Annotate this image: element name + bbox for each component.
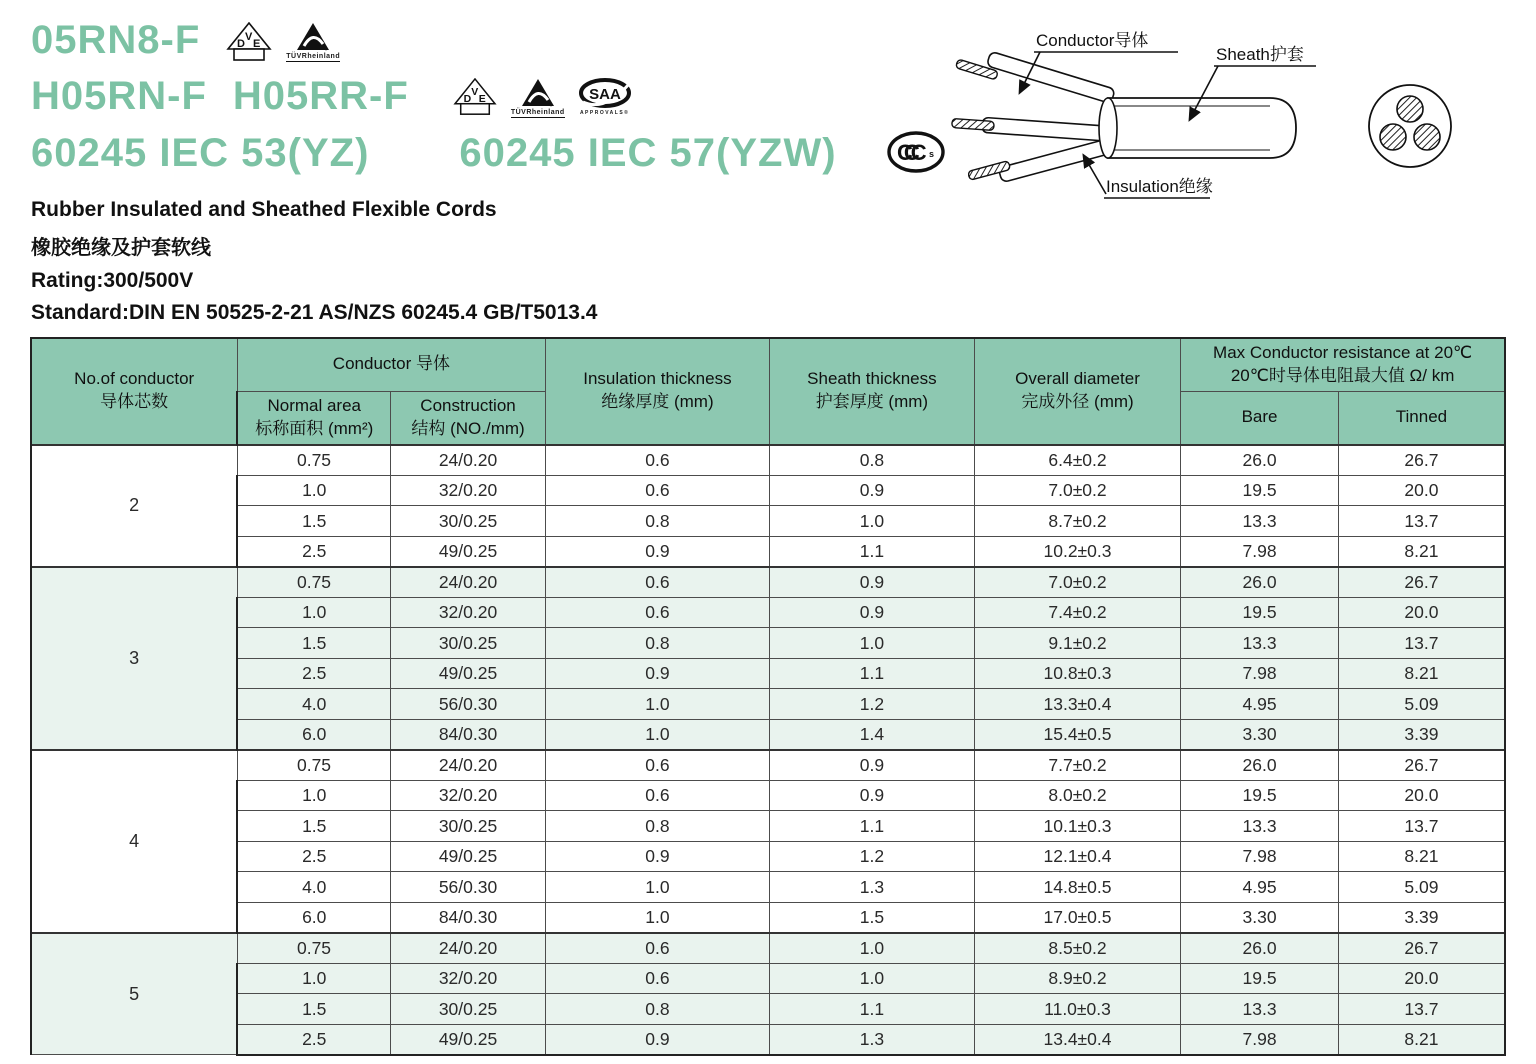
table-cell: 2.5 xyxy=(237,536,390,567)
table-row xyxy=(31,933,1505,964)
table-cell: 13.3±0.4 xyxy=(974,689,1180,720)
table-cell: 20.0 xyxy=(1338,963,1505,994)
table-cell: 13.3 xyxy=(1181,994,1339,1025)
table-cell: 1.1 xyxy=(769,658,974,689)
table-row xyxy=(31,719,1505,750)
table-row xyxy=(31,658,1505,689)
table-cell: 3.39 xyxy=(1338,902,1505,933)
table-cell: 7.7±0.2 xyxy=(974,750,1180,781)
table-cell: 13.3 xyxy=(1181,506,1339,537)
table-cell: 7.0±0.2 xyxy=(974,567,1180,598)
header-normal-area: Normal area 标称面积 (mm²) xyxy=(237,391,390,444)
table-cell: 4.95 xyxy=(1181,689,1339,720)
table-cell: 7.4±0.2 xyxy=(974,597,1180,628)
table-cell: 3.30 xyxy=(1181,902,1339,933)
table-cell: 11.0±0.3 xyxy=(974,994,1180,1025)
table-cell: 8.21 xyxy=(1338,658,1505,689)
svg-text:V: V xyxy=(245,31,253,43)
table-cell: 24/0.20 xyxy=(391,445,546,476)
header-resistance: Max Conductor resistance at 20℃ 20℃时导体电阻最大值 Ω/ km xyxy=(1181,338,1505,391)
table-cell: 1.1 xyxy=(769,811,974,842)
svg-text:E: E xyxy=(253,38,261,50)
table-cell: 19.5 xyxy=(1181,597,1339,628)
table-cell: 1.0 xyxy=(545,872,769,903)
tuv-label: TÜVRheinland xyxy=(286,52,340,62)
table-cell: 24/0.20 xyxy=(391,750,546,781)
table-cell: 1.5 xyxy=(769,902,974,933)
table-cell: 13.7 xyxy=(1338,811,1505,842)
table-cell: 15.4±0.5 xyxy=(974,719,1180,750)
conductor-count-cell: 3 xyxy=(31,567,237,750)
table-cell: 17.0±0.5 xyxy=(974,902,1180,933)
title-line-1 xyxy=(31,20,340,64)
table-cell: 30/0.25 xyxy=(391,628,546,659)
table-cell: 5.09 xyxy=(1338,689,1505,720)
product-name-cn: 橡胶绝缘及护套软线 xyxy=(31,237,211,259)
table-cell: 49/0.25 xyxy=(391,841,546,872)
standard-text: Standard:DIN EN 50525-2-21 AS/NZS 60245.4 GB/T5013.4 xyxy=(31,301,598,324)
table-cell: 0.9 xyxy=(769,475,974,506)
table-row xyxy=(31,963,1505,994)
table-cell: 26.0 xyxy=(1181,567,1339,598)
svg-text:CCC: CCC xyxy=(896,140,918,165)
table-cell: 1.5 xyxy=(237,811,390,842)
table-cell: 1.3 xyxy=(769,872,974,903)
table-cell: 30/0.25 xyxy=(391,994,546,1025)
cable-sheath xyxy=(1099,98,1296,158)
table-cell: 1.1 xyxy=(769,994,974,1025)
table-cell: 8.21 xyxy=(1338,1024,1505,1055)
table-row xyxy=(31,750,1505,781)
table-row xyxy=(31,689,1505,720)
table-row xyxy=(31,445,1505,476)
table-row xyxy=(31,597,1505,628)
header-tinned: Tinned xyxy=(1338,391,1505,444)
table-cell: 0.6 xyxy=(545,475,769,506)
table-row xyxy=(31,506,1505,537)
table-cell: 1.0 xyxy=(237,963,390,994)
table-cell: 24/0.20 xyxy=(391,567,546,598)
table-cell: 0.9 xyxy=(545,536,769,567)
table-cell: 30/0.25 xyxy=(391,506,546,537)
table-row xyxy=(31,628,1505,659)
table-row xyxy=(31,475,1505,506)
tuv-rheinland-icon xyxy=(511,78,565,118)
standard-iec53: 60245 IEC 53(YZ) xyxy=(31,131,370,175)
svg-text:D: D xyxy=(237,38,246,50)
table-cell: 13.4±0.4 xyxy=(974,1024,1180,1055)
table-cell: 1.0 xyxy=(237,597,390,628)
table-cell: 20.0 xyxy=(1338,597,1505,628)
table-row xyxy=(31,902,1505,933)
header-bare: Bare xyxy=(1181,391,1339,444)
table-row xyxy=(31,872,1505,903)
table-cell: 0.6 xyxy=(545,445,769,476)
table-cell: 10.1±0.3 xyxy=(974,811,1180,842)
table-cell: 3.39 xyxy=(1338,719,1505,750)
table-cell: 0.75 xyxy=(237,933,390,964)
table-cell: 13.3 xyxy=(1181,628,1339,659)
header-construction: Construction 结构 (NO./mm) xyxy=(391,391,546,444)
ccc-mark-icon xyxy=(885,129,947,175)
table-cell: 1.0 xyxy=(769,933,974,964)
table-cell: 84/0.30 xyxy=(391,902,546,933)
table-cell: 0.6 xyxy=(545,963,769,994)
table-cell: 0.75 xyxy=(237,750,390,781)
sheath-label: Sheath护套 xyxy=(1216,45,1304,64)
svg-text:V: V xyxy=(471,87,478,99)
table-cell: 8.0±0.2 xyxy=(974,780,1180,811)
table-cell: 1.0 xyxy=(545,689,769,720)
table-cell: 32/0.20 xyxy=(391,780,546,811)
table-cell: 26.0 xyxy=(1181,445,1339,476)
table-cell: 19.5 xyxy=(1181,780,1339,811)
table-cell: 1.0 xyxy=(769,506,974,537)
conductor-count-cell: 4 xyxy=(31,750,237,933)
table-row xyxy=(31,1024,1505,1055)
wire-bottom xyxy=(968,136,1120,182)
table-cell: 1.5 xyxy=(237,506,390,537)
table-cell: 0.8 xyxy=(545,811,769,842)
table-cell: 1.2 xyxy=(769,841,974,872)
table-cell: 1.0 xyxy=(237,475,390,506)
table-cell: 0.8 xyxy=(545,628,769,659)
wire-middle xyxy=(952,117,1117,141)
table-cell: 9.1±0.2 xyxy=(974,628,1180,659)
table-cell: 0.9 xyxy=(769,780,974,811)
saa-text: SAA xyxy=(588,86,621,103)
table-cell: 4.0 xyxy=(237,872,390,903)
table-cell: 12.1±0.4 xyxy=(974,841,1180,872)
table-cell: 13.7 xyxy=(1338,506,1505,537)
table-row xyxy=(31,567,1505,598)
title-line-2 xyxy=(31,76,631,118)
tuv-rheinland-icon xyxy=(286,22,340,62)
table-cell: 13.7 xyxy=(1338,628,1505,659)
table-cell: 19.5 xyxy=(1181,475,1339,506)
rating-text: Rating:300/500V xyxy=(31,269,194,292)
table-cell: 26.7 xyxy=(1338,750,1505,781)
table-cell: 6.0 xyxy=(237,719,390,750)
table-cell: 7.98 xyxy=(1181,1024,1339,1055)
table-cell: 32/0.20 xyxy=(391,963,546,994)
table-cell: 5.09 xyxy=(1338,872,1505,903)
table-cell: 32/0.20 xyxy=(391,475,546,506)
table-cell: 8.21 xyxy=(1338,841,1505,872)
vde-mark-icon xyxy=(226,22,272,64)
table-cell: 8.5±0.2 xyxy=(974,933,1180,964)
table-cell: 26.0 xyxy=(1181,933,1339,964)
spec-table-body xyxy=(31,445,1505,1055)
header-sheath: Sheath thickness 护套厚度 (mm) xyxy=(769,338,974,445)
saa-approvals-icon xyxy=(579,78,631,117)
table-row xyxy=(31,536,1505,567)
conductor-count-cell: 5 xyxy=(31,933,237,1055)
table-cell: 8.21 xyxy=(1338,536,1505,567)
table-cell: 26.7 xyxy=(1338,445,1505,476)
table-cell: 7.98 xyxy=(1181,658,1339,689)
cable-cross-section xyxy=(1369,85,1451,167)
table-cell: 49/0.25 xyxy=(391,658,546,689)
table-cell: 0.9 xyxy=(545,658,769,689)
tuv-label: TÜVRheinland xyxy=(511,108,565,118)
table-cell: 0.75 xyxy=(237,445,390,476)
table-cell: 24/0.20 xyxy=(391,933,546,964)
table-cell: 20.0 xyxy=(1338,475,1505,506)
table-cell: 0.9 xyxy=(545,1024,769,1055)
table-cell: 8.9±0.2 xyxy=(974,963,1180,994)
table-row xyxy=(31,994,1505,1025)
table-cell: 1.0 xyxy=(237,780,390,811)
table-cell: 0.9 xyxy=(769,567,974,598)
model-h05rrf: H05RR-F xyxy=(232,74,409,118)
header-insulation: Insulation thickness 绝缘厚度 (mm) xyxy=(545,338,769,445)
table-cell: 13.3 xyxy=(1181,811,1339,842)
conductor-count-cell: 2 xyxy=(31,445,237,567)
table-cell: 4.95 xyxy=(1181,872,1339,903)
table-cell: 0.8 xyxy=(545,994,769,1025)
table-cell: 0.75 xyxy=(237,567,390,598)
spec-table xyxy=(30,337,1506,1056)
table-cell: 49/0.25 xyxy=(391,536,546,567)
table-cell: 1.0 xyxy=(769,628,974,659)
table-cell: 0.9 xyxy=(545,841,769,872)
table-cell: 0.9 xyxy=(769,597,974,628)
table-cell: 14.8±0.5 xyxy=(974,872,1180,903)
table-cell: 13.7 xyxy=(1338,994,1505,1025)
table-cell: 0.6 xyxy=(545,567,769,598)
table-cell: 1.2 xyxy=(769,689,974,720)
table-cell: 2.5 xyxy=(237,1024,390,1055)
model-h05rnf: H05RN-F xyxy=(31,74,207,118)
svg-text:D: D xyxy=(463,93,471,105)
table-cell: 6.4±0.2 xyxy=(974,445,1180,476)
table-cell: 7.98 xyxy=(1181,841,1339,872)
saa-approvals-label: APPROVALS® xyxy=(579,110,630,116)
table-cell: 3.30 xyxy=(1181,719,1339,750)
vde-mark-icon xyxy=(453,78,497,118)
table-cell: 26.7 xyxy=(1338,567,1505,598)
table-cell: 49/0.25 xyxy=(391,1024,546,1055)
table-cell: 7.0±0.2 xyxy=(974,475,1180,506)
table-cell: 1.0 xyxy=(545,902,769,933)
table-cell: 7.98 xyxy=(1181,536,1339,567)
cable-diagram xyxy=(948,14,1528,224)
table-cell: 1.5 xyxy=(237,628,390,659)
table-cell: 0.6 xyxy=(545,750,769,781)
table-cell: 0.8 xyxy=(545,506,769,537)
table-cell: 2.5 xyxy=(237,658,390,689)
table-row xyxy=(31,841,1505,872)
table-cell: 56/0.30 xyxy=(391,689,546,720)
table-cell: 1.0 xyxy=(545,719,769,750)
table-cell: 26.0 xyxy=(1181,750,1339,781)
insulation-label: Insulation绝缘 xyxy=(1106,177,1213,196)
table-cell: 1.1 xyxy=(769,536,974,567)
table-cell: 56/0.30 xyxy=(391,872,546,903)
header-overall-diameter: Overall diameter 完成外径 (mm) xyxy=(974,338,1180,445)
table-cell: 6.0 xyxy=(237,902,390,933)
table-cell: 0.8 xyxy=(769,445,974,476)
table-row xyxy=(31,780,1505,811)
table-cell: 0.9 xyxy=(769,750,974,781)
table-cell: 10.2±0.3 xyxy=(974,536,1180,567)
table-row xyxy=(31,811,1505,842)
table-cell: 0.6 xyxy=(545,933,769,964)
table-cell: 84/0.30 xyxy=(391,719,546,750)
table-cell: 8.7±0.2 xyxy=(974,506,1180,537)
model-05rn8f: 05RN8-F xyxy=(31,18,201,62)
conductor-label: Conductor导体 xyxy=(1036,31,1149,50)
table-cell: 20.0 xyxy=(1338,780,1505,811)
table-cell: 2.5 xyxy=(237,841,390,872)
header-conductor-group: Conductor 导体 xyxy=(237,338,545,391)
product-description xyxy=(31,198,597,325)
table-cell: 0.6 xyxy=(545,597,769,628)
wire-top xyxy=(955,51,1115,103)
table-cell: 10.8±0.3 xyxy=(974,658,1180,689)
table-cell: 30/0.25 xyxy=(391,811,546,842)
product-name-en: Rubber Insulated and Sheathed Flexible Cords xyxy=(31,198,497,221)
table-cell: 4.0 xyxy=(237,689,390,720)
table-cell: 26.7 xyxy=(1338,933,1505,964)
title-line-3 xyxy=(31,133,947,175)
table-cell: 1.0 xyxy=(769,963,974,994)
table-cell: 1.5 xyxy=(237,994,390,1025)
ccc-s-text: s xyxy=(928,149,934,159)
table-cell: 1.3 xyxy=(769,1024,974,1055)
svg-text:E: E xyxy=(478,93,486,105)
table-cell: 19.5 xyxy=(1181,963,1339,994)
table-cell: 32/0.20 xyxy=(391,597,546,628)
spec-table-header xyxy=(31,338,1505,445)
standard-iec57: 60245 IEC 57(YZW) xyxy=(459,131,837,175)
table-cell: 0.6 xyxy=(545,780,769,811)
table-cell: 1.4 xyxy=(769,719,974,750)
header-conductor-count: No.of conductor 导体芯数 xyxy=(31,338,237,445)
